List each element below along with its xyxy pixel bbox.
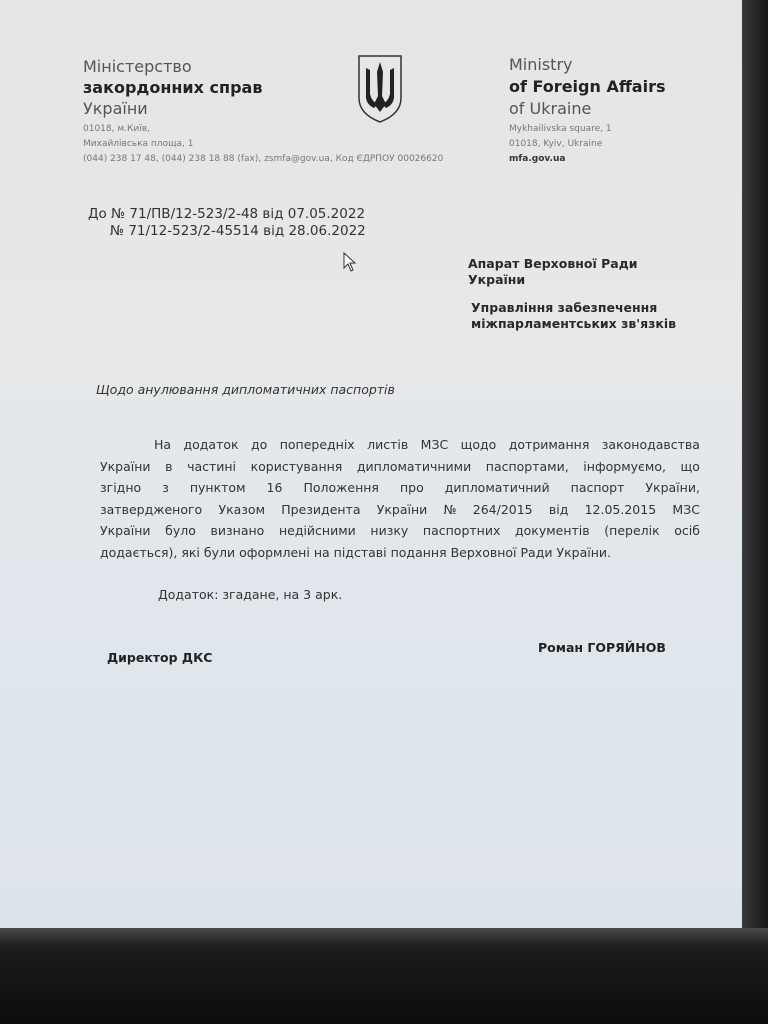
body-word: пунктом: [189, 480, 246, 495]
reference-numbers: До № 71/ПВ/12-523/2-48 від 07.05.2022 № 71/12-523/2-45514 від 28.06.2022: [88, 206, 366, 239]
subject-line: Щодо анулювання дипломатичних паспортів: [96, 382, 395, 397]
body-word: в: [165, 458, 173, 474]
body-word: які: [181, 544, 200, 560]
trident-coat-of-arms-icon: [356, 54, 404, 124]
body-word: подання: [390, 544, 447, 560]
body-word: низку: [370, 523, 409, 538]
body-word: додаток: [183, 437, 239, 452]
body-word: №: [443, 501, 457, 517]
body-word: законодавства: [601, 437, 700, 452]
body-line: [100, 499, 700, 521]
body-word: України: [100, 523, 151, 538]
body-word: що: [680, 458, 700, 474]
body-word: 16: [266, 480, 283, 495]
body-line: [100, 477, 700, 499]
letterhead-en: Ministry of Foreign Affairs of Ukraine Mykhailivska square, 1 01018, Kyiv, Ukraine mfa.gov.ua: [509, 55, 666, 164]
body-word: оформлені: [239, 544, 310, 560]
body-word: Положення: [303, 480, 379, 495]
body-word: України.: [556, 544, 611, 560]
body-line: [100, 456, 700, 478]
body-line: [100, 542, 700, 564]
body-word: МЗС: [420, 437, 449, 452]
body-word: користування: [250, 458, 343, 474]
letter-body: [100, 434, 700, 563]
body-word: частині: [187, 458, 237, 474]
signatory-position: Директор ДКС: [107, 650, 213, 665]
body-word: паспортних: [422, 523, 501, 538]
body-word: на: [313, 544, 330, 560]
body-word: листів: [367, 437, 409, 452]
monitor-bezel-right: [742, 0, 768, 935]
body-word: паспорт: [570, 480, 625, 495]
body-word: (перелік: [604, 523, 660, 538]
body-word: з: [162, 480, 169, 495]
body-word: Верховної: [450, 544, 517, 560]
body-word: На: [154, 437, 172, 452]
body-word: підставі: [333, 544, 387, 560]
monitor-bezel-bottom: [0, 928, 768, 1024]
body-word: згідно: [100, 480, 142, 495]
body-word: дипломатичними: [356, 458, 472, 474]
body-word: дотримання: [508, 437, 590, 452]
body-word: України: [376, 501, 428, 517]
body-word: попередніх: [279, 437, 355, 452]
body-word: про: [399, 480, 424, 495]
body-word: України,: [645, 480, 700, 495]
body-word: осіб: [674, 523, 700, 538]
body-word: дипломатичний: [444, 480, 550, 495]
body-line: [100, 434, 700, 456]
body-word: України: [100, 458, 151, 474]
body-word: паспортами,: [485, 458, 569, 474]
body-line: [100, 520, 700, 542]
body-word: інформуємо,: [583, 458, 666, 474]
addressee: Апарат Верховної Ради України Управління забезпечення міжпарламентських зв'язків: [468, 256, 677, 331]
body-word: Указом: [218, 501, 266, 517]
mouse-cursor-icon: [343, 252, 357, 272]
body-word: Президента: [281, 501, 361, 517]
body-word: недійсними: [278, 523, 356, 538]
body-word: було: [165, 523, 196, 538]
body-word: документів: [514, 523, 590, 538]
body-word: МЗС: [672, 501, 700, 517]
body-word: затвердженого: [100, 501, 203, 517]
body-word: Ради: [520, 544, 553, 560]
body-word: щодо: [460, 437, 497, 452]
body-word: були: [203, 544, 236, 560]
signatory-name: Роман ГОРЯЙНОВ: [538, 640, 666, 655]
body-word: 12.05.2015: [584, 501, 657, 517]
body-word: 264/2015: [472, 501, 533, 517]
attachment-note: Додаток: згадане, на 3 арк.: [158, 587, 343, 602]
letterhead-ua: Міністерство закордонних справ України 01018, м.Київ, Михайлівська площа, 1 (044) 238 17 48, (044) 238 18 88 (fax), zsmfa@gov.ua, Код ЄДРПОУ 00026620: [83, 57, 444, 164]
body-word: до: [250, 437, 268, 452]
body-word: від: [548, 501, 569, 517]
body-word: додається),: [100, 544, 178, 560]
body-word: визнано: [210, 523, 265, 538]
